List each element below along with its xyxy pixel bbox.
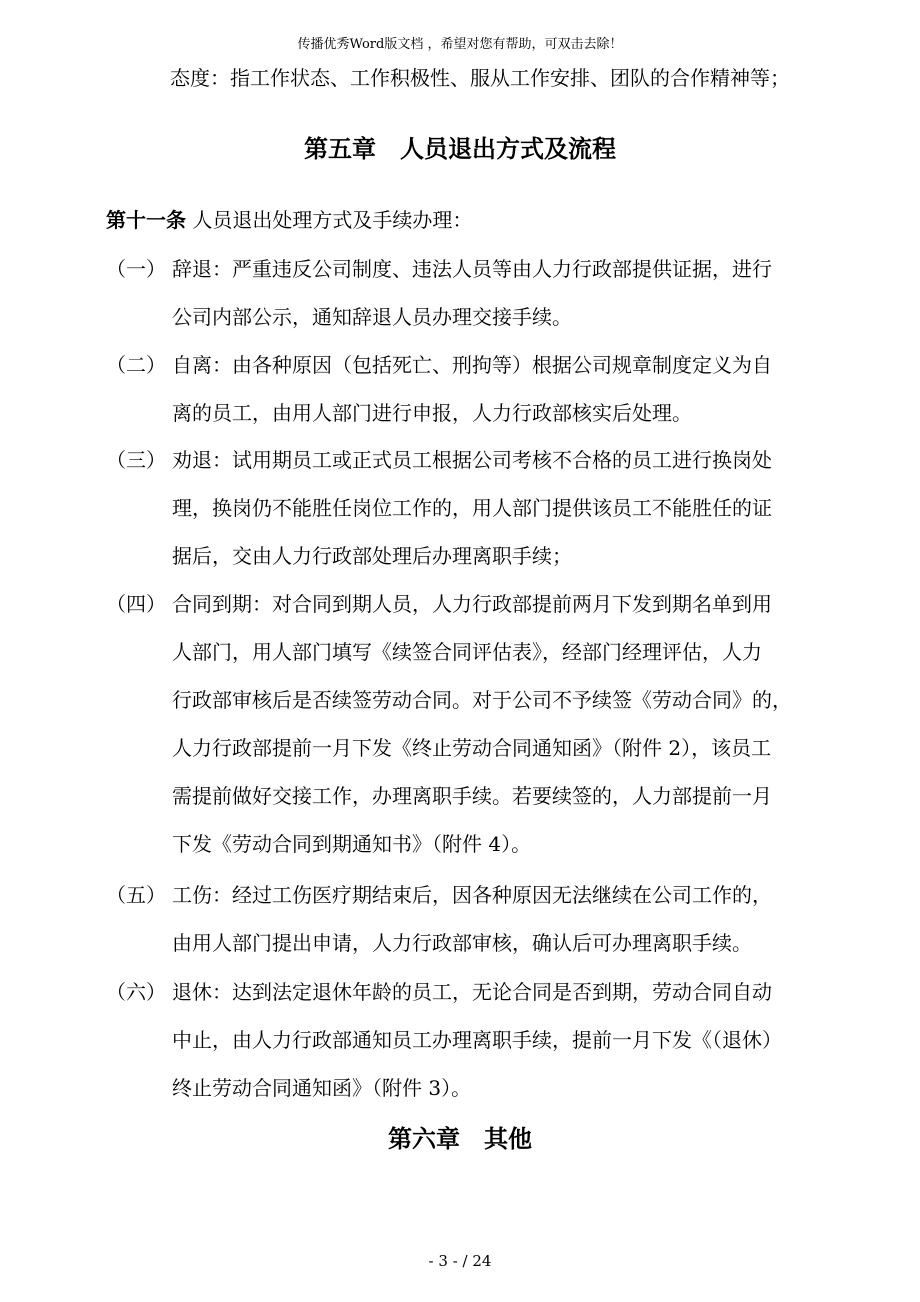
item-line: 自离：由各种原因（包括死亡、刑拘等）根据公司规章制度定义为自: [172, 353, 772, 377]
chapter5-title: 第五章 人员退出方式及流程: [304, 134, 616, 163]
item-line: 劝退：试用期员工或正式员工根据公司考核不合格的员工进行换岗处: [172, 448, 772, 472]
item-line: 由用人部门提出申请，人力行政部审核，确认后可办理离职手续。: [172, 931, 752, 955]
item-line: 下发《劳动合同到期通知书》（附件 4）。: [172, 832, 532, 856]
item-line: 公司内部公示，通知辞退人员办理交接手续。: [172, 305, 572, 329]
list-item: [106, 351, 772, 379]
item-line: 终止劳动合同通知函》（附件 3）。: [172, 1076, 472, 1100]
chapter6-title: 第六章 其他: [388, 1124, 532, 1153]
article11-title: 第十一条: [106, 208, 186, 232]
item-line: 中止，由人力行政部通知员工办理离职手续，提前一月下发《（退休）: [172, 1028, 782, 1052]
item-line: 退休：达到法定退休年龄的员工，无论合同是否到期，劳动合同自动: [172, 980, 772, 1004]
item-line: 行政部审核后是否续签劳动合同。对于公司不予续签《劳动合同》的，: [172, 688, 792, 712]
item-line: 辞退：严重违反公司制度、违法人员等由人力行政部提供证据，进行: [172, 257, 772, 281]
list-item: [106, 255, 772, 283]
item-label: （一）: [106, 257, 166, 281]
article11-heading: [106, 206, 472, 234]
item-line: 需提前做好交接工作，办理离职手续。若要续签的，人力部提前一月: [172, 784, 772, 808]
list-item: [106, 590, 772, 618]
header-note: 传播优秀Word版文档 ，希望对您有帮助，可双击去除！: [297, 37, 623, 52]
intro-line: 态度：指工作状态、工作积极性、服从工作安排、团队的合作精神等；: [170, 66, 790, 90]
item-line: 据后，交由人力行政部处理后办理离职手续；: [172, 544, 572, 568]
item-line: 工伤：经过工伤医疗期结束后，因各种原因无法继续在公司工作的，: [172, 883, 772, 907]
item-label: （五）: [106, 883, 166, 907]
item-line: 理，换岗仍不能胜任岗位工作的，用人部门提供该员工不能胜任的证: [172, 496, 772, 520]
article11-text: 人员退出处理方式及手续办理：: [186, 208, 473, 232]
item-label: （六）: [106, 980, 166, 1004]
item-label: （三）: [106, 448, 166, 472]
list-item: [106, 446, 772, 474]
item-line: 离的员工，由用人部门进行申报，人力行政部核实后处理。: [172, 401, 692, 425]
item-label: （二）: [106, 353, 166, 377]
item-line: 人力行政部提前一月下发《终止劳动合同通知函》（附件 2），该员工: [172, 736, 772, 760]
list-item: [106, 978, 772, 1006]
list-item: [106, 881, 772, 909]
item-line: 合同到期：对合同到期人员，人力行政部提前两月下发到期名单到用: [172, 592, 772, 616]
item-line: 人部门，用人部门填写《续签合同评估表》，经部门经理评估，人力: [172, 640, 762, 664]
item-label: （四）: [106, 592, 166, 616]
page-footer: - 3 - / 24: [428, 1252, 492, 1270]
